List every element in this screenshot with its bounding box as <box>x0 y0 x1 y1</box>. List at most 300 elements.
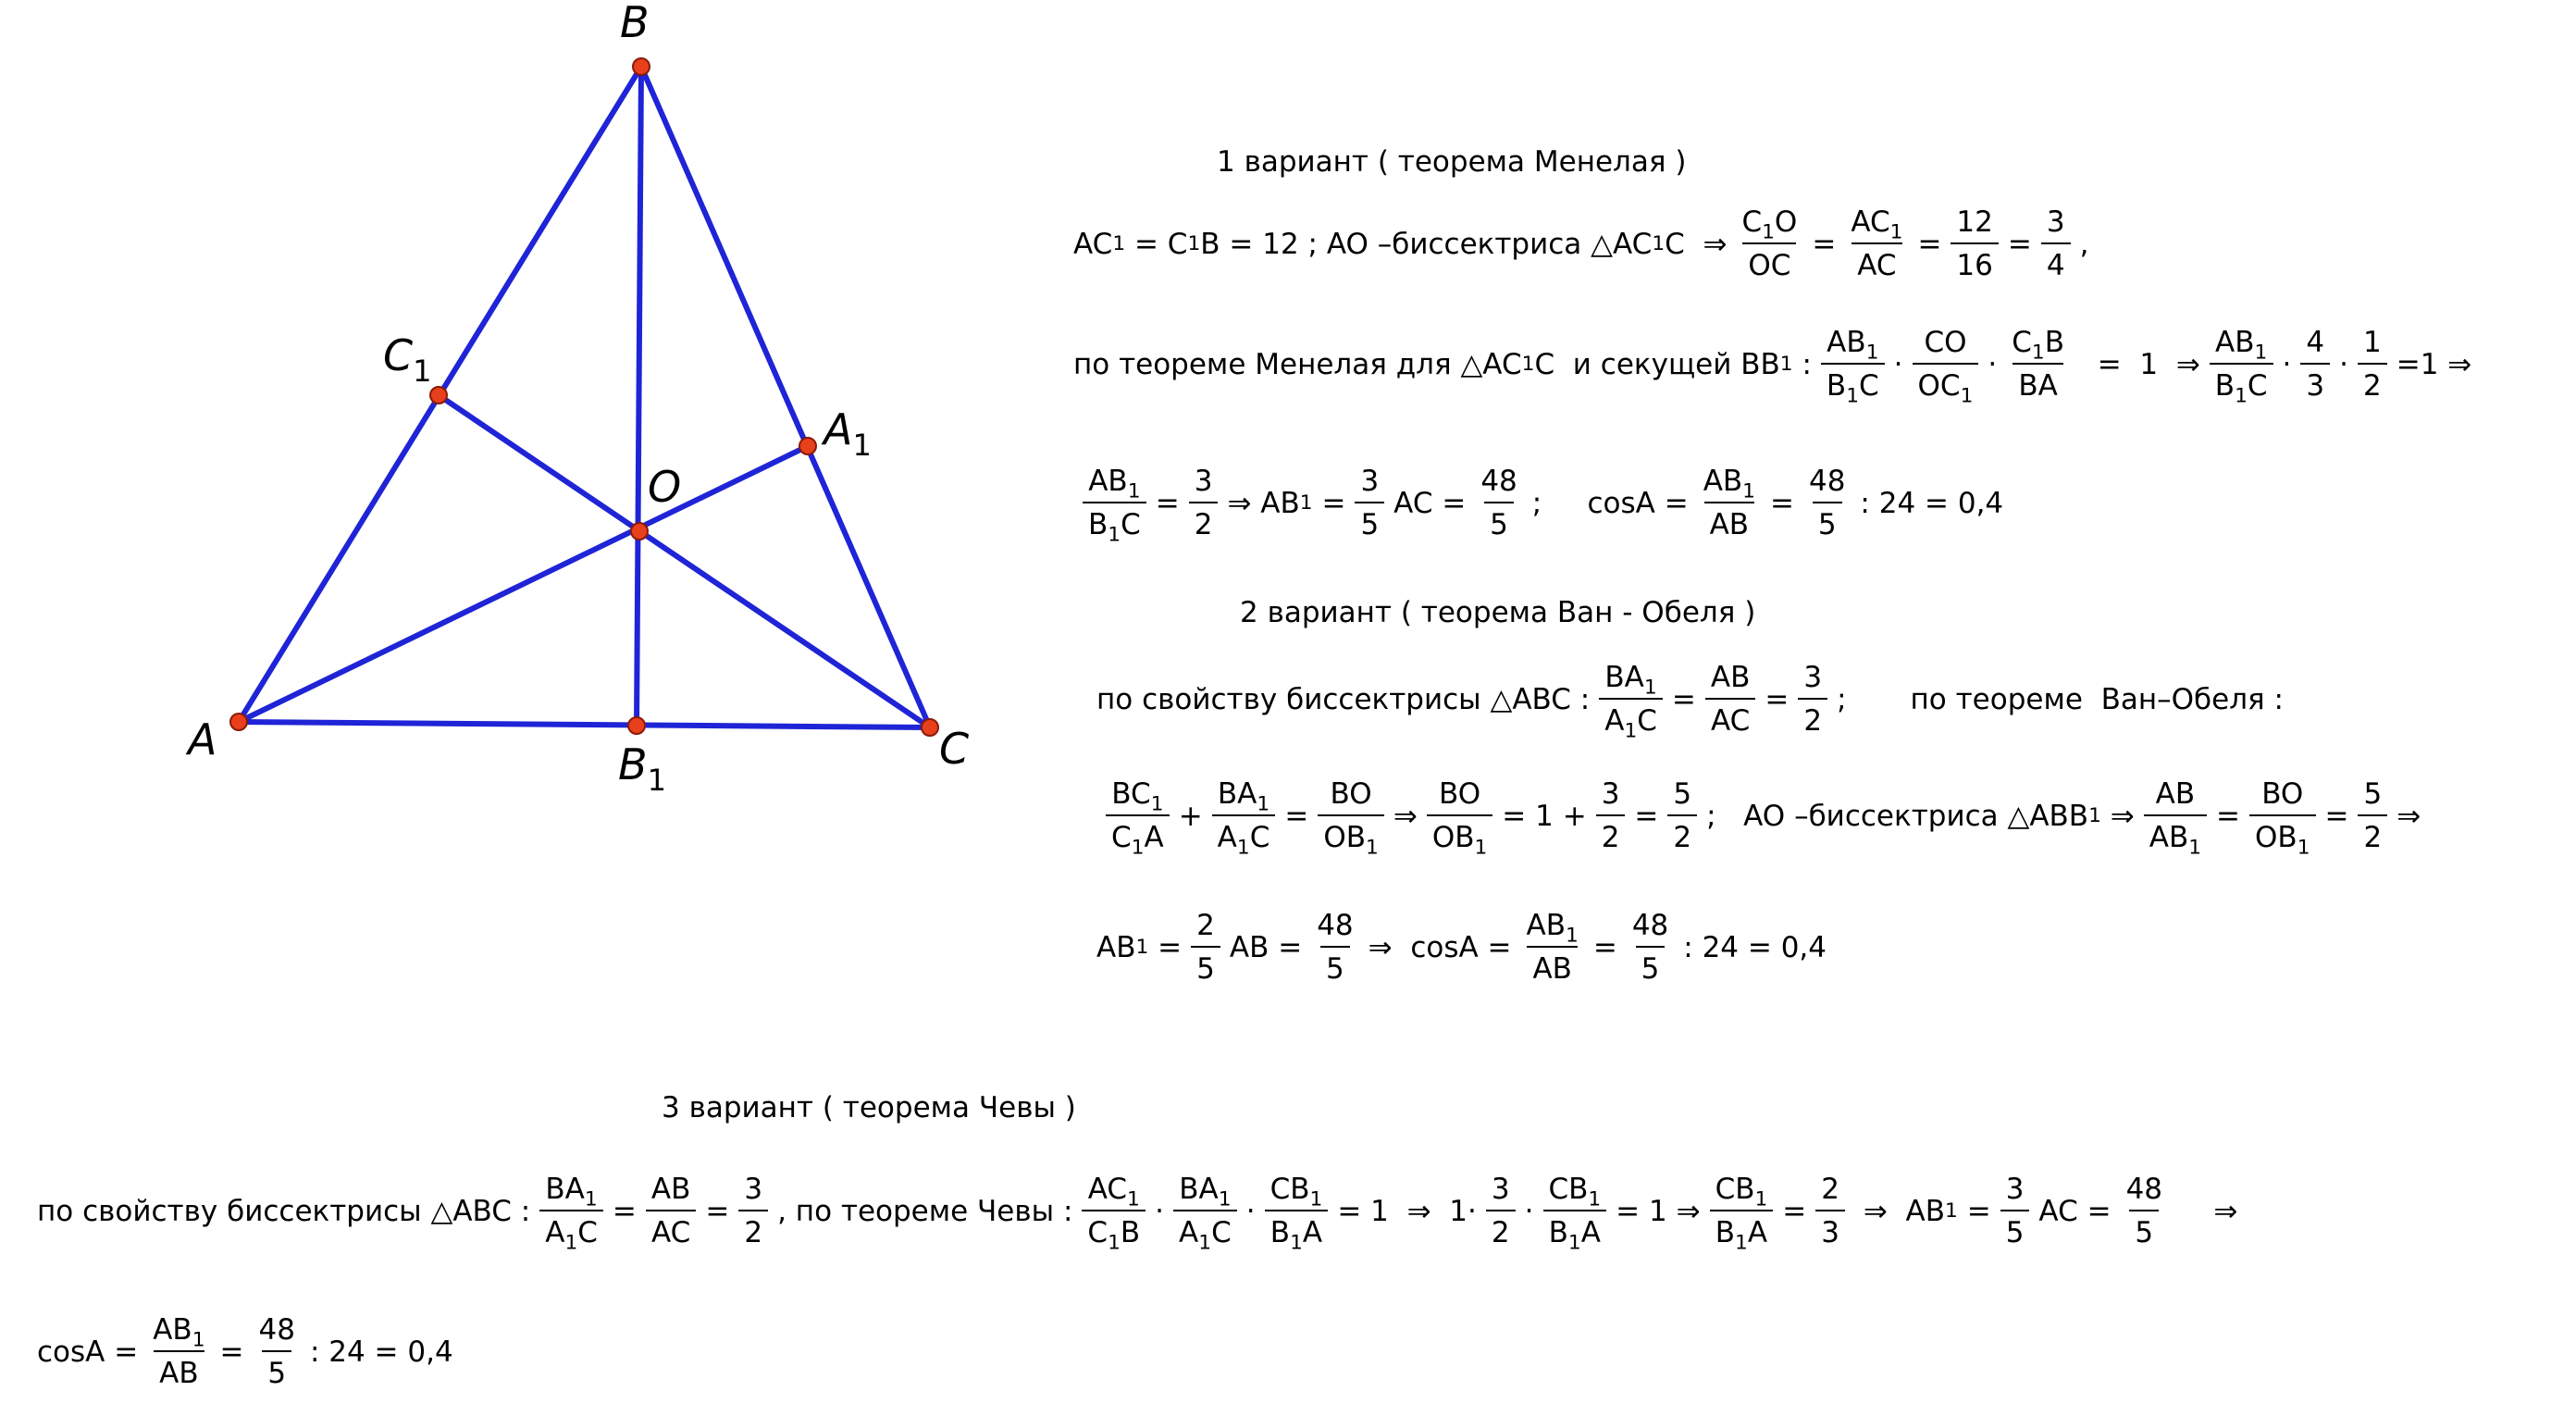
math-text: C <box>1211 1216 1232 1249</box>
segment-A-C <box>239 722 930 727</box>
math-text: BA <box>1604 661 1644 694</box>
fraction-numerator <box>2358 777 2387 814</box>
math-text: = <box>2007 227 2032 261</box>
math-text: = 1 + <box>1502 799 1587 833</box>
math-subscript: 1 <box>1762 220 1775 244</box>
math-text: AB <box>1710 661 1751 694</box>
fraction-numerator <box>1212 777 1275 816</box>
fraction-numerator <box>2150 777 2200 814</box>
fraction-numerator <box>2041 205 2071 242</box>
math-text: C <box>2247 369 2268 403</box>
fraction-denominator <box>646 1210 696 1248</box>
math-subscript: 1 <box>1127 1187 1140 1211</box>
math-text: ⇒ cosA = <box>1368 930 1512 964</box>
fraction <box>1736 205 1802 282</box>
fraction-denominator <box>1318 814 1383 860</box>
fraction-numerator <box>1191 909 1220 946</box>
fraction <box>2041 205 2071 282</box>
fraction-denominator <box>1710 1210 1773 1255</box>
v2-line-1 <box>1096 661 2285 743</box>
math-text: 2 <box>2363 369 2382 403</box>
math-subscript: 1 <box>1198 1231 1212 1255</box>
math-text: = <box>1634 799 1659 833</box>
math-text: C <box>2012 326 2032 359</box>
v2-line-3: AB 1 = $\frac{2}{5}$ AB = $\frac{48}{5}$ ⇒ cosA = $\frac{AB_1}{AB}$ = $\frac{48}{5}$ : 24 = 0,4 <box>1096 909 1827 986</box>
fraction <box>1821 326 1885 408</box>
math-text: ⇒ <box>1393 799 1418 833</box>
segment-B-B1 <box>637 67 641 726</box>
fraction <box>1355 467 1384 540</box>
fraction <box>2210 326 2273 408</box>
math-text: ; по теореме Ван–Обеля : <box>1837 682 2285 716</box>
fraction-denominator <box>1191 946 1220 984</box>
fraction <box>1083 465 1146 547</box>
math-text: · <box>1988 347 1998 381</box>
math-text: AC <box>1857 249 1897 282</box>
fraction <box>1542 1173 1606 1255</box>
fraction-denominator <box>2144 814 2207 860</box>
fraction-numerator <box>2256 777 2309 814</box>
fraction <box>2300 326 2330 403</box>
fraction <box>1705 661 1755 738</box>
fraction-numerator <box>539 1175 602 1210</box>
math-text: = <box>1671 682 1696 716</box>
v1-line-1: AC 1 = C 1 B = 12 ; AO –биссектриса △AC 1 C ⇒ $\frac{C_1O}{OC}$ = $\frac{AC_1}{AC}$ = $\frac{12}{16}$ = $\frac{3}{4}$ , <box>1073 205 2089 282</box>
fraction-denominator <box>1486 1210 1516 1248</box>
math-text: BO <box>1438 777 1481 811</box>
math-text: = 1 ⇒ <box>1616 1194 1701 1228</box>
math-text: по свойству биссектрисы △ABC : <box>1096 682 1591 716</box>
math-text: , по теореме Чевы : <box>777 1194 1073 1228</box>
point-label-letter: C <box>383 330 414 380</box>
math-text: : 24 = 0,4 <box>1860 486 2004 520</box>
fraction-numerator <box>1542 1175 1606 1210</box>
math-text: AC = <box>2038 1194 2112 1228</box>
math-text: 48 <box>1808 465 1846 498</box>
math-subscript: 1 <box>1643 676 1657 700</box>
fraction-numerator <box>1705 661 1755 698</box>
fraction <box>1627 909 1674 986</box>
math-text: 3 <box>1601 777 1620 811</box>
point-label-subscript: 1 <box>852 428 872 463</box>
math-text: cosA = <box>37 1335 139 1369</box>
point-label-C1 <box>383 330 431 389</box>
fraction-numerator <box>1106 777 1169 816</box>
math-text: C <box>1121 508 1141 541</box>
math-text: AB <box>1703 465 1743 498</box>
math-text: BA <box>1179 1173 1219 1206</box>
math-subscript: 1 <box>2297 836 2310 860</box>
fraction-denominator <box>1815 1210 1845 1248</box>
math-text: 2 <box>1194 508 1213 541</box>
fraction-numerator <box>1265 1175 1329 1210</box>
math-text: 3 <box>2046 205 2065 239</box>
fraction-denominator <box>1596 814 1626 852</box>
math-text: = <box>219 1335 244 1369</box>
math-text: 2 <box>2363 821 2383 854</box>
point-O <box>631 523 648 540</box>
math-text: AB = <box>1229 930 1303 964</box>
point-label-letter: A <box>824 404 853 454</box>
math-text: B <box>1269 1216 1291 1249</box>
math-text: 5 <box>1490 508 1508 541</box>
fraction-numerator <box>1918 326 1972 363</box>
math-text: C и секущей BB <box>1534 347 1780 381</box>
math-text: 48 <box>1317 909 1354 942</box>
fraction-numerator <box>1667 777 1697 814</box>
fraction-denominator <box>1705 698 1755 736</box>
fraction <box>1521 909 1584 986</box>
fraction <box>2000 1175 2030 1248</box>
fraction-denominator <box>1265 1210 1328 1255</box>
fraction-denominator <box>262 1350 291 1388</box>
math-text: OB <box>2255 821 2297 854</box>
fraction-denominator <box>1355 502 1384 540</box>
math-text: A <box>1179 1216 1199 1249</box>
fraction-denominator <box>2300 363 2330 401</box>
math-subscript: 1 <box>1366 836 1379 860</box>
fraction-numerator <box>1627 909 1674 946</box>
math-subscript: 1 <box>2254 341 2268 365</box>
fraction-denominator <box>2000 1210 2030 1248</box>
fraction <box>539 1173 603 1255</box>
math-text: AC <box>1710 704 1751 738</box>
math-text: ⇒ <box>2177 1194 2238 1228</box>
v1-line-3: $\frac{AB_1}{B_1C}$ = $\frac{3}{2}$ ⇒ AB 1 = $\frac{3}{5}$ AC = $\frac{48}{5}$ ; cosA = $\frac{AB_1}{AB}$ = $\frac{48}{5}$ : 24 = 0,4 <box>1073 467 2003 540</box>
fraction-numerator <box>738 1175 768 1210</box>
fraction-denominator <box>1821 363 1885 408</box>
math-text: : 24 = 0,4 <box>1683 930 1827 964</box>
math-text: OC <box>1748 249 1791 282</box>
fraction-numerator <box>1798 661 1827 698</box>
fraction-numerator <box>1599 661 1662 700</box>
math-subscript: 1 <box>564 1231 578 1255</box>
math-text: 5 <box>1360 508 1380 541</box>
math-text: 5 <box>1817 508 1837 541</box>
point-label-letter: C <box>939 724 970 774</box>
fraction <box>1667 777 1697 854</box>
fraction <box>1698 467 1761 540</box>
math-subscript: 1 <box>1754 1187 1768 1211</box>
math-text: = <box>1148 930 1183 964</box>
math-text: = <box>1592 930 1617 964</box>
fraction-denominator <box>2012 363 2062 401</box>
math-text: 1 <box>2363 326 2382 359</box>
math-subscript: 1 <box>2188 836 2202 860</box>
fraction-denominator <box>1599 698 1663 743</box>
fraction-numerator <box>1821 326 1884 365</box>
point-A1 <box>799 438 816 454</box>
math-text: = <box>1765 682 1790 716</box>
math-text: ; cosA = <box>1531 486 1689 520</box>
fraction <box>1427 777 1492 860</box>
math-text: 3 <box>2005 1173 2025 1206</box>
fraction-numerator <box>253 1313 300 1350</box>
math-text: B <box>2044 326 2064 359</box>
math-text: BA <box>545 1173 585 1206</box>
fraction-denominator <box>2041 242 2071 280</box>
math-text: C <box>1087 1216 1108 1249</box>
fraction <box>738 1175 768 1248</box>
math-text: · <box>1245 1194 1256 1228</box>
fraction-denominator <box>1484 502 1514 540</box>
point-B1 <box>628 717 645 734</box>
fraction <box>1106 777 1170 860</box>
v1-line-2: по теореме Менелая для △AC 1 C и секущей BB 1 : $\frac{AB_1}{B_1C}$ · $\frac{CO}{OC_1}$ · $\frac{C_1B}{BA}$ = 1 ⇒ $\frac{AB_1}{B_1C}$ · $\frac{4}{3}$ · $\frac{1}{2}$ =1 ⇒ <box>1073 326 2472 408</box>
math-text: C <box>1249 821 1270 854</box>
math-text: = <box>1284 799 1309 833</box>
math-text: AB <box>1526 909 1567 942</box>
math-subscript: 1 <box>1566 924 1579 948</box>
math-text: 48 <box>2125 1173 2163 1206</box>
math-text: AB <box>2215 326 2255 359</box>
fraction-numerator <box>2006 326 2070 365</box>
math-text: + <box>1178 799 1203 833</box>
fraction <box>2006 326 2070 403</box>
math-text: ⇒ AB <box>1854 1194 1946 1228</box>
fraction-numerator <box>646 1175 696 1210</box>
point-label-letter: A <box>188 714 217 764</box>
fraction-denominator <box>1913 363 1979 408</box>
point-label-A1 <box>821 404 872 463</box>
math-subscript: 1 <box>584 1187 598 1211</box>
math-text: A <box>1217 821 1237 854</box>
math-text: 3 <box>744 1173 763 1206</box>
point-label-letter: B <box>618 739 648 789</box>
math-text: AB <box>153 1313 192 1347</box>
math-text: B <box>1715 1216 1736 1249</box>
fraction-numerator <box>2210 326 2273 365</box>
fraction-denominator <box>1212 814 1276 860</box>
fraction <box>1475 467 1522 540</box>
math-text: = 1 ⇒ 1· <box>1337 1194 1477 1228</box>
fraction-denominator <box>2358 363 2387 401</box>
fraction <box>1798 661 1827 738</box>
math-text: 3 <box>1491 1173 1510 1206</box>
math-text: 5 <box>267 1357 287 1390</box>
math-subscript: 1 <box>1960 384 1974 408</box>
math-text: , <box>2079 227 2089 261</box>
fraction <box>1710 1173 1774 1255</box>
math-text: 2 <box>1491 1216 1510 1249</box>
fraction-denominator <box>2249 814 2315 860</box>
math-subscript: 1 <box>1567 1231 1581 1255</box>
math-text: A <box>1302 1216 1323 1249</box>
math-text: 3 <box>1360 465 1380 498</box>
fraction <box>253 1313 300 1390</box>
fraction-numerator <box>1083 1175 1146 1210</box>
math-text: C <box>1741 205 1763 239</box>
math-text: B = 12 ; AO –биссектриса △AC <box>1200 227 1653 261</box>
math-text: 5 <box>1641 952 1660 986</box>
fraction-numerator <box>1083 467 1146 502</box>
math-text: OC <box>1917 369 1961 403</box>
math-text: 5 <box>2005 1216 2025 1249</box>
math-subscript: 1 <box>1131 836 1145 860</box>
fraction <box>2358 326 2387 403</box>
fraction-numerator <box>1951 205 1998 242</box>
math-text: A <box>1604 704 1625 738</box>
math-text: AB <box>650 1173 691 1206</box>
fraction <box>147 1313 210 1390</box>
math-text: OB <box>1431 821 1475 854</box>
math-text: C <box>577 1216 598 1249</box>
math-text: 5 <box>1673 777 1692 811</box>
fraction-denominator <box>1951 242 1998 280</box>
math-text: по теореме Менелая для △AC <box>1073 347 1522 381</box>
fraction <box>1815 1175 1845 1248</box>
math-text: 5 <box>2363 777 2383 811</box>
fraction <box>1318 777 1383 860</box>
math-subscript: 1 <box>1290 1231 1303 1255</box>
math-text: 2 <box>744 1216 763 1249</box>
variant-1-heading <box>1217 145 1687 179</box>
fraction-numerator <box>2121 1175 2168 1210</box>
fraction <box>1596 777 1626 854</box>
math-text: · <box>1893 347 1903 381</box>
math-text: CB <box>1269 1173 1310 1206</box>
fraction-denominator <box>1704 502 1754 540</box>
math-text: 2 <box>1673 821 1692 854</box>
math-text: AB <box>1532 952 1572 986</box>
math-text: 5 <box>1196 952 1215 986</box>
math-text: 2 <box>1821 1173 1840 1206</box>
point-A <box>230 714 247 730</box>
math-text: A <box>545 1216 565 1249</box>
point-label-A <box>185 714 217 764</box>
math-text: ⇒ <box>2100 799 2135 833</box>
fraction <box>1173 1173 1237 1255</box>
triangle-diagram <box>0 0 1064 833</box>
math-text: · <box>2282 347 2292 381</box>
point-label-letter: B <box>620 0 650 47</box>
triangle-labels <box>185 0 969 798</box>
math-text: ; AO –биссектриса △ABB <box>1706 799 2089 833</box>
math-text: = <box>1917 227 1942 261</box>
math-subscript: 1 <box>1150 792 1164 816</box>
math-subscript: 1 <box>1257 792 1270 816</box>
math-text: B <box>1120 1216 1141 1249</box>
math-subscript: 1 <box>1742 479 1755 503</box>
math-text: = <box>1312 486 1346 520</box>
fraction <box>2144 777 2207 860</box>
math-text: CB <box>1548 1173 1589 1206</box>
math-text: CB <box>1715 1173 1755 1206</box>
fraction-numerator <box>1521 909 1584 948</box>
fraction-numerator <box>1486 1175 1516 1210</box>
math-text: 4 <box>2306 326 2325 359</box>
fraction-denominator <box>539 1210 603 1255</box>
fraction-denominator <box>1543 1210 1606 1255</box>
math-text: C ⇒ <box>1665 227 1728 261</box>
math-text: BO <box>2261 777 2304 811</box>
math-text: 48 <box>1480 465 1517 498</box>
fraction <box>1951 205 1998 282</box>
fraction <box>1913 326 1979 408</box>
point-C <box>922 719 938 736</box>
math-text: 4 <box>2046 249 2065 282</box>
math-text: по свойству биссектрисы △ABC : <box>37 1194 531 1228</box>
math-text: 3 <box>2306 369 2325 403</box>
fraction <box>1311 909 1358 986</box>
math-text: 5 <box>2135 1216 2154 1249</box>
math-text: AC = <box>1393 486 1467 520</box>
math-text: B <box>1826 369 1847 403</box>
fraction-denominator <box>1320 946 1350 984</box>
fraction-numerator <box>1710 1175 1774 1210</box>
variant-2-heading <box>1240 596 1756 629</box>
point-label-B <box>620 0 650 47</box>
math-text: = <box>1155 486 1180 520</box>
math-text: ⇒ <box>2396 799 2421 833</box>
math-subscript: 1 <box>1624 719 1638 743</box>
math-text: B <box>2214 369 2235 403</box>
math-subscript: 1 <box>1735 1231 1748 1255</box>
point-label-O <box>648 462 681 512</box>
math-subscript: 1 <box>1474 836 1488 860</box>
math-text: 3 <box>1803 661 1823 694</box>
math-text: ⇒ AB <box>1227 486 1300 520</box>
math-text: = <box>1782 1194 1807 1228</box>
math-subscript: 1 <box>1309 1187 1323 1211</box>
heading-text: 1 вариант ( теорема Менелая ) <box>1217 145 1687 179</box>
math-subscript: 1 <box>1236 836 1250 860</box>
point-label-B1 <box>618 739 666 798</box>
math-text: 3 <box>1194 465 1213 498</box>
math-text: AB <box>1096 930 1136 964</box>
fraction-numerator <box>1433 777 1486 814</box>
math-text: BA <box>2018 369 2058 403</box>
fraction-numerator <box>1311 909 1358 946</box>
math-subscript: 1 <box>1218 1187 1232 1211</box>
fraction-numerator <box>2000 1175 2030 1210</box>
math-subscript: 1 <box>1108 523 1121 547</box>
fraction <box>2121 1175 2168 1248</box>
math-text: AB <box>2155 777 2196 811</box>
math-text: = <box>1957 1194 1991 1228</box>
math-text: AB <box>1827 326 1866 359</box>
math-text: B <box>1088 508 1108 541</box>
fraction-numerator <box>1845 205 1908 244</box>
math-text: · <box>1524 1194 1534 1228</box>
math-text: C <box>1637 704 1657 738</box>
math-text: = <box>705 1194 730 1228</box>
math-text: A <box>1580 1216 1601 1249</box>
fraction <box>1486 1175 1516 1248</box>
fraction-numerator <box>1475 467 1522 502</box>
math-text: 48 <box>1631 909 1669 942</box>
math-text: AB <box>2149 821 2189 854</box>
math-text: 2 <box>1196 909 1215 942</box>
math-text: B <box>1548 1216 1568 1249</box>
fraction-denominator <box>1106 814 1170 860</box>
math-text: C <box>1111 821 1132 854</box>
math-text: = <box>1769 486 1794 520</box>
math-text: = C <box>1125 227 1188 261</box>
math-subscript: 1 <box>1108 1231 1121 1255</box>
math-subscript: 1 <box>2031 341 2045 365</box>
math-text: · <box>1155 1194 1165 1228</box>
v3-line-2 <box>37 1313 453 1390</box>
triangle-segments <box>239 67 930 727</box>
fraction-denominator <box>1742 242 1796 280</box>
math-text: AB <box>159 1357 199 1390</box>
math-text: AB <box>1088 465 1128 498</box>
fraction <box>1191 909 1220 986</box>
math-text: OB <box>1323 821 1367 854</box>
point-label-subscript: 1 <box>413 354 432 389</box>
fraction-denominator <box>1813 502 1842 540</box>
